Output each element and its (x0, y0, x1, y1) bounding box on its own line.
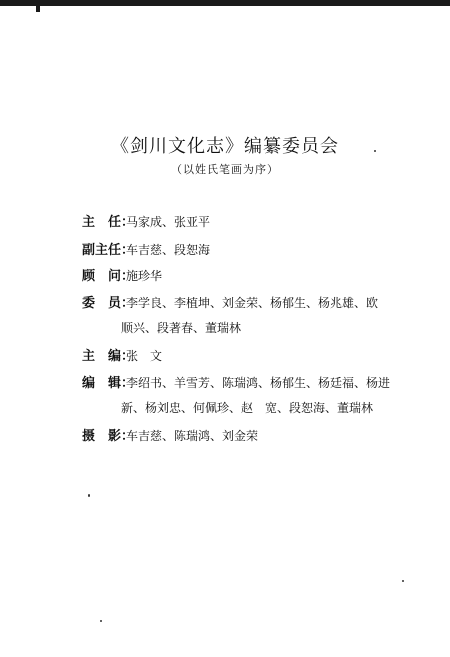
deputy-director-row (82, 242, 402, 259)
editor-in-chief-value: 张 文 (126, 349, 163, 363)
editors-line1: 李绍书、羊雪芳、陈瑞鸿、杨郁生、杨廷福、杨进 (126, 376, 391, 390)
editor-in-chief-label: 主 编： (82, 349, 135, 364)
committee-line1: 李学良、李植坤、刘金荣、杨郁生、杨兆雄、欧 (126, 296, 379, 310)
editors-label: 编 辑： (82, 376, 135, 391)
committee-label: 委 员： (82, 296, 135, 311)
editors-line2: 新、杨刘忠、何佩珍、赵 宽、段恕海、董瑞林 (121, 401, 374, 415)
page-subtitle: （以姓氏笔画为序） (171, 163, 279, 176)
deputy-director-value: 车吉慈、段恕海 (126, 243, 211, 257)
director-value: 马家成、张亚平 (126, 215, 211, 229)
photography-row (82, 428, 402, 445)
scan-speck (402, 580, 404, 582)
editors-row (82, 375, 402, 392)
advisor-row (82, 268, 402, 285)
deputy-director-label: 副主任： (82, 243, 135, 258)
scan-speck (88, 494, 90, 497)
scan-speck (374, 150, 376, 152)
advisor-label: 顾 问： (82, 269, 135, 284)
scan-border-top (0, 0, 450, 6)
advisor-value: 施珍华 (126, 269, 163, 283)
scan-speck (100, 620, 102, 622)
page-title: 《剑川文化志》编纂委员会 (111, 136, 339, 157)
photography-value: 车吉慈、陈瑞鸿、刘金荣 (126, 429, 259, 443)
director-row (82, 214, 402, 231)
committee-line2: 顺兴、段著春、董瑞林 (121, 321, 242, 335)
photography-label: 摄 影： (82, 429, 135, 444)
corner-mark (36, 0, 40, 12)
director-label: 主 任： (82, 215, 135, 230)
committee-row (82, 295, 402, 312)
editor-in-chief-row (82, 348, 402, 365)
